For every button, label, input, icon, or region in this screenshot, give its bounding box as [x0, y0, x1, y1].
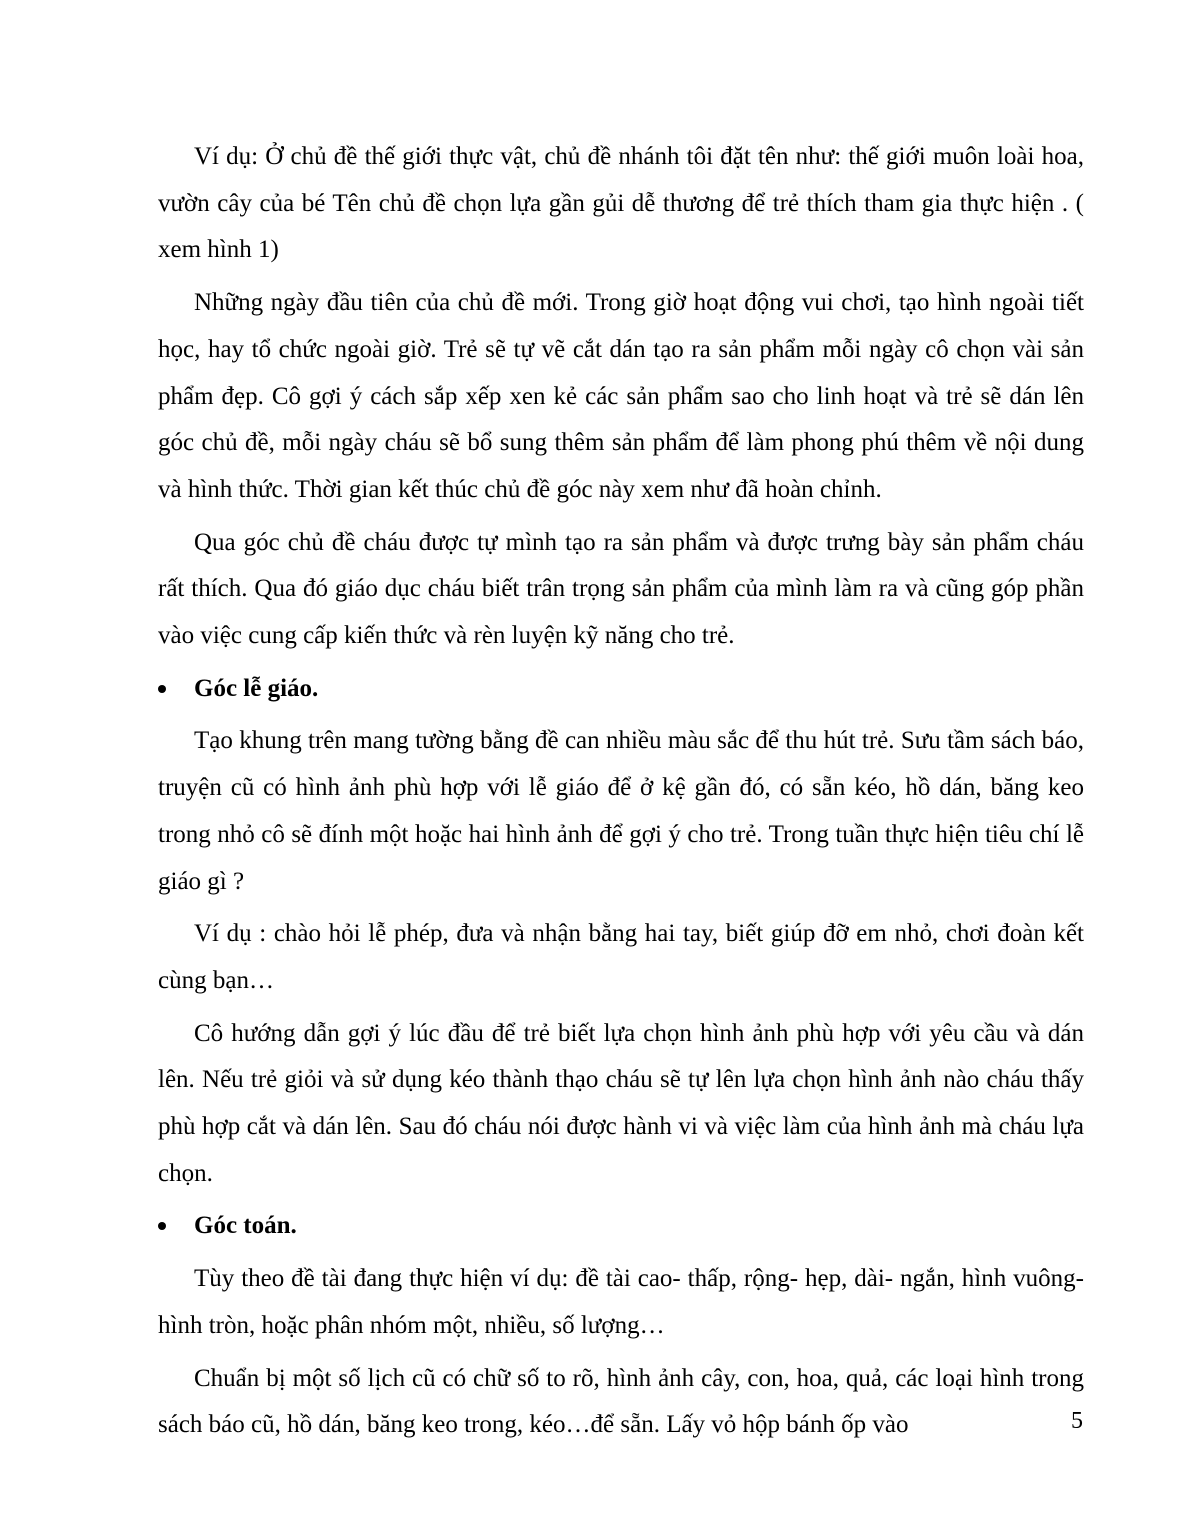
heading-le-giao-text: Góc lễ giáo.	[194, 674, 319, 702]
heading-toan-text: Góc toán.	[194, 1212, 297, 1240]
bullet-icon	[158, 1222, 166, 1230]
paragraph-toan-topics: Tùy theo đề tài đang thực hiện ví dụ: đề tài cao- thấp, rộng- hẹp, dài- ngắn, hình vuông- hình tròn, hoặc phân nhóm một, nhiều, số lượng…	[158, 1265, 1084, 1339]
paragraph-toan-materials: Chuẩn bị một số lịch cũ có chữ số to rõ, hình ảnh cây, con, hoa, quả, các loại hình trong sách báo cũ, hồ dán, băng keo trong, kéo…để sẵn. Lấy vỏ hộp bánh ốp vào	[158, 1364, 1084, 1439]
paragraph-first-days: Những ngày đầu tiên của chủ đề mới. Trong giờ hoạt động vui chơi, tạo hình ngoài tiết học, hay tổ chức ngoài giờ. Trẻ sẽ tự vẽ cắt dán tạo ra sản phẩm mỗi ngày cô chọn vài sản phẩm đẹp. Cô gợi ý cách sắp xếp xen kẻ các sản phẩm sao cho linh hoạt và trẻ sẽ dán lên góc chủ đề, mỗi ngày cháu sẽ bổ sung thêm sản phẩm để làm phong phú thêm về nội dung và hình thức. Thời gian kết thúc chủ đề góc này xem như đã hoàn chỉnh.	[158, 289, 1084, 503]
paragraph-theme-corner-benefit: Qua góc chủ đề cháu được tự mình tạo ra sản phẩm và được trưng bày sản phẩm cháu rất thích. Qua đó giáo dục cháu biết trân trọng sản phẩm của mình làm ra và cũng góp phần vào việc cung cấp kiến thức và rèn luyện kỹ năng cho trẻ.	[158, 528, 1084, 650]
paragraph-le-giao-example: Ví dụ : chào hỏi lễ phép, đưa và nhận bằng hai tay, biết giúp đỡ em nhỏ, chơi đoàn kết cùng bạn…	[158, 920, 1084, 994]
heading-le-giao	[158, 666, 1084, 713]
paragraph-example-plant-theme: Ví dụ: Ở chủ đề thế giới thực vật, chủ đề nhánh tôi đặt tên như: thế giới muôn loài hoa, vườn cây của bé Tên chủ đề chọn lựa gần gủi dễ thương để trẻ thích tham gia thực hiện . ( xem hình 1)	[158, 143, 1084, 264]
page-body	[158, 134, 1084, 1455]
paragraph-le-giao-setup: Tạo khung trên mang tường bằng đề can nhiều màu sắc để thu hút trẻ. Sưu tầm sách báo, truyện cũ có hình ảnh phù hợp với lễ giáo để ở kệ gần đó, có sẵn kéo, hồ dán, băng keo trong nhỏ cô sẽ đính một hoặc hai hình ảnh để gợi ý cho trẻ. Trong tuần thực hiện tiêu chí lễ giáo gì ?	[158, 727, 1084, 895]
bullet-icon	[158, 685, 166, 693]
paragraph-le-giao-guidance: Cô hướng dẫn gợi ý lúc đầu để trẻ biết lựa chọn hình ảnh phù hợp với yêu cầu và dán lên. Nếu trẻ giỏi và sử dụng kéo thành thạo cháu sẽ tự lên lựa chọn hình ảnh nào cháu thấy phù hợp cắt và dán lên. Sau đó cháu nói được hành vi và việc làm của hình ảnh mà cháu lựa chọn.	[158, 1019, 1084, 1187]
heading-toan	[158, 1203, 1084, 1250]
page-number: 5	[1071, 1408, 1083, 1434]
